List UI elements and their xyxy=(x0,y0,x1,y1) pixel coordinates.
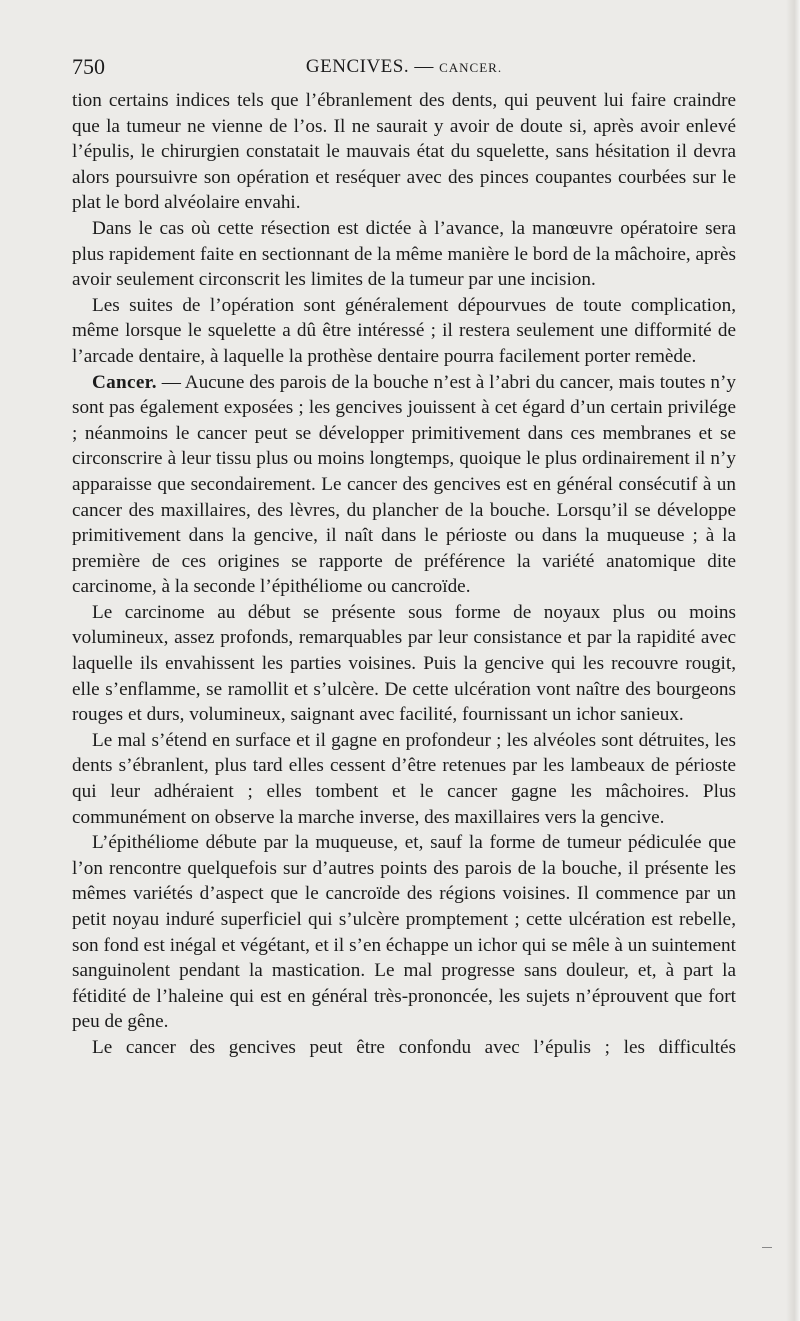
body-text xyxy=(72,88,736,1061)
margin-mark xyxy=(762,1247,772,1248)
paragraph-epitheliome: L’épithéliome débute par la muqueuse, et, sauf la forme de tumeur pédiculée que l’on rencontre quelquefois sur d’autres points des parois de la bouche, il présente les mêmes variétés d’aspect que le cancroïde des régions voisines. Il commence par un petit noyau induré superficiel qui s’ulcère promptement ; cette ulcération est rebelle, son fond est inégal et végétant, et il s’en échappe un ichor qui se mêle à un suintement sanguinolent pendant la mastication. Le mal progresse sans douleur, et, à part la fétidité de l’haleine qui est en général très-prononcée, les sujets n’éprouvent que fort peu de gêne. xyxy=(72,832,736,1033)
paragraph-cancer-text: — Aucune des parois de la bouche n’est à l’abri du cancer, mais toutes n’y sont pas également exposées ; les gencives jouissent à cet égard d’un certain privilége ; néanmoins le cancer peut se développer primitivement dans ces membranes et se circonscrire à leur tissu plus ou moins longtemps, quoique le plus ordinairement il n’y apparaisse que secondairement. Le cancer des gencives est en général consécutif à un cancer des maxillaires, des lèvres, du plancher de la bouche. Lorsqu’il se développe primitivement dans la gencive, il naît dans le périoste ou dans la muqueuse ; à la première de ces origines se rapporte de préférence la variété anatomique dite carcinome, à la seconde l’épithéliome ou cancroïde. xyxy=(72,371,736,598)
paragraph-continued: tion certains indices tels que l’ébranlement des dents, qui peuvent lui faire craindre que la tumeur ne vienne de l’os. Il ne saurait y avoir de doute si, après avoir enlevé l’épulis, le chirurgien constatait le mauvais état du squelette, sans hésitation il devra alors poursuivre son opération et reséquer avec des pinces coupantes courbées sur le plat le bord alvéolaire envahi. xyxy=(72,90,736,214)
paragraph-suites: Les suites de l’opération sont généralement dépourvues de toute complication, même lorsque le squelette a dû être intéressé ; il restera seulement une difformité de l’arcade dentaire, à laquelle la prothèse dentaire pourra facilement porter remède. xyxy=(72,294,736,367)
paragraph-carcinome: Le carcinome au début se présente sous forme de noyaux plus ou moins volumineux, assez profonds, remarquables par leur consistance et par la rapidité avec laquelle ils envahissent les parties voisines. Puis la gencive qui les recouvre rougit, elle s’enflamme, se ramollit et s’ulcère. De cette ulcération vont naître des bourgeons rouges et durs, volumineux, saignant avec facilité, fournissant un ichor sanieux. xyxy=(72,601,736,726)
paragraph-extension: Le mal s’étend en surface et il gagne en profondeur ; les alvéoles sont détruites, les dents s’ébranlent, plus tard elles cessent d’être retenues par les lambeaux de périoste qui leur adhéraient ; elles tombent et le cancer gagne les mâchoires. Plus communément on observe la marche inverse, des maxillaires vers la gencive. xyxy=(72,729,736,828)
page-number: 750 xyxy=(72,54,105,79)
paragraph-cancer xyxy=(72,370,736,600)
paragraph-diagnostic: Le cancer des gencives peut être confondu avec l’épulis ; les difficultés xyxy=(92,1036,736,1058)
running-title-section: CANCER. xyxy=(439,60,503,75)
paragraph-resection: Dans le cas où cette résection est dictée à l’avance, la manœuvre opératoire sera plus rapidement faite en sectionnant de la même manière le bord de la mâchoire, après avoir seulement circonscrit les limites de la tumeur par une incision. xyxy=(72,217,736,291)
running-title-dash: — xyxy=(414,56,434,77)
page-edge xyxy=(786,0,800,1321)
running-title-main: GENCIVES. xyxy=(305,56,410,77)
section-heading-cancer: Cancer. xyxy=(92,371,157,393)
running-title xyxy=(72,52,736,83)
page-header xyxy=(72,52,736,82)
